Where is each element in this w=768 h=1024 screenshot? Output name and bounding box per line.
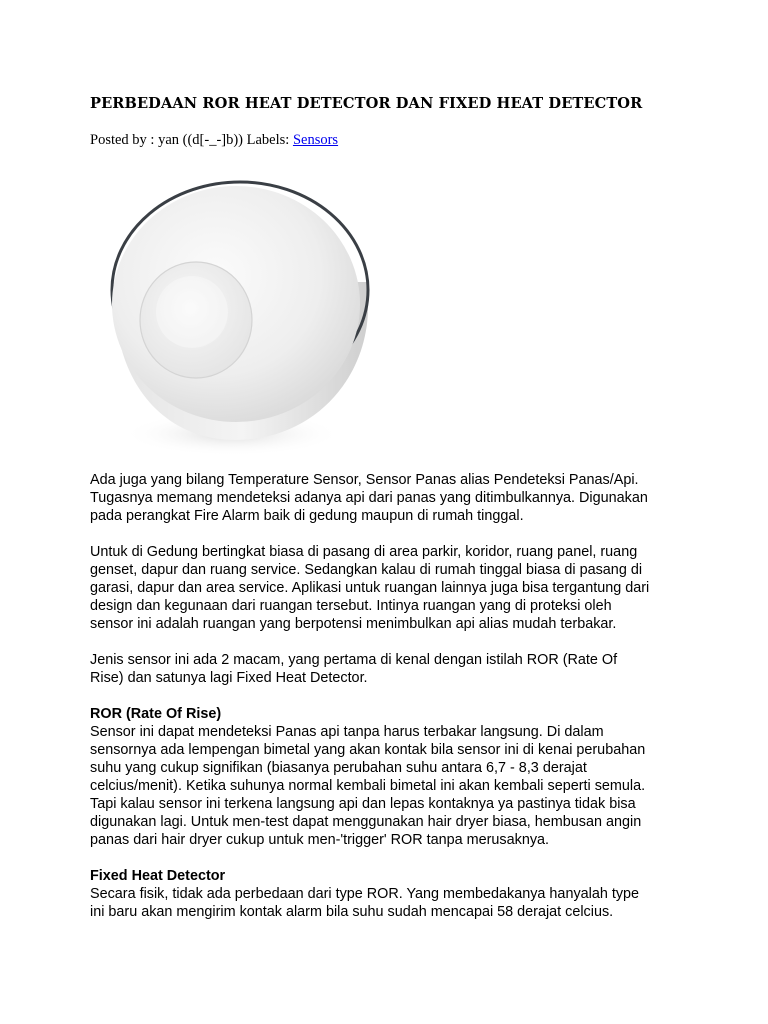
heat-detector-image xyxy=(100,172,375,462)
text-line: Secara fisik, tidak ada perbedaan dari type ROR. Yang membedakanya hanyalah type xyxy=(90,886,640,902)
text-line: celcius/menit). Ketika suhunya normal kembali bimetal ini akan kembali seperti semula. xyxy=(90,778,646,794)
section-ror xyxy=(90,705,690,849)
post-meta-text: Posted by : yan ((d[-_-]b)) Labels: xyxy=(90,132,293,148)
text-line: garasi, dapur dan area service. Aplikasi untuk ruangan lainnya juga bisa tergantung dari xyxy=(90,580,650,596)
text-line: Jenis sensor ini ada 2 macam, yang pertama di kenal dengan istilah ROR (Rate Of xyxy=(90,652,618,668)
article-body xyxy=(90,471,690,939)
text-line: digunakan lagi. Untuk men-test dapat menggunakan hair dryer biasa, hembusan angin xyxy=(90,814,642,830)
post-meta xyxy=(90,132,338,149)
paragraph-intro xyxy=(90,471,690,525)
text-line: Ada juga yang bilang Temperature Sensor, Sensor Panas alias Pendeteksi Panas/Api. xyxy=(90,472,639,488)
page-title: PERBEDAAN ROR HEAT DETECTOR DAN FIXED HEAT DETECTOR xyxy=(90,95,643,112)
text-line: ini baru akan mengirim kontak alarm bila suhu sudah mencapai 58 derajat celcius. xyxy=(90,904,614,920)
text-line: Tugasnya memang mendeteksi adanya api dari panas yang ditimbulkannya. Digunakan xyxy=(90,490,648,506)
text-line: design dan kegunaan dari ruangan tersebut. Intinya ruangan yang di proteksi oleh xyxy=(90,598,612,614)
text-line: suhu yang cukup signifikan (biasanya perubahan suhu antara 6,7 - 8,3 derajat xyxy=(90,760,587,776)
text-line: panas dari hair dryer cukup untuk men-'trigger' ROR tanpa merusaknya. xyxy=(90,832,550,848)
text-line: Untuk di Gedung bertingkat biasa di pasang di area parkir, koridor, ruang panel, ruang xyxy=(90,544,638,560)
paragraph-types xyxy=(90,651,690,687)
label-link-sensors[interactable]: Sensors xyxy=(292,132,339,148)
text-line: Rise) dan satunya lagi Fixed Heat Detector. xyxy=(90,670,368,686)
paragraph-usage xyxy=(90,543,690,633)
text-line: sensornya ada lempengan bimetal yang akan kontak bila sensor ini di kenai perubahan xyxy=(90,742,646,758)
text-line: genset, dapur dan ruang service. Sedangkan kalau di rumah tinggal biasa di pasang di xyxy=(90,562,643,578)
heat-detector-icon xyxy=(100,172,375,462)
text-line: Sensor ini dapat mendeteksi Panas api tanpa harus terbakar langsung. Di dalam xyxy=(90,724,604,740)
text-line: sensor ini adalah ruangan yang berpotensi menimbulkan api alias mudah terbakar. xyxy=(90,616,617,632)
text-line: Tapi kalau sensor ini terkena langsung api dan lepas kontaknya ya pastinya tidak bisa xyxy=(90,796,636,812)
text-line: pada perangkat Fire Alarm baik di gedung maupun di rumah tinggal. xyxy=(90,508,524,524)
section-fixed-heat xyxy=(90,867,690,921)
section-heading-fixed-heat: Fixed Heat Detector xyxy=(90,868,226,884)
section-heading-ror: ROR (Rate Of Rise) xyxy=(90,706,222,722)
